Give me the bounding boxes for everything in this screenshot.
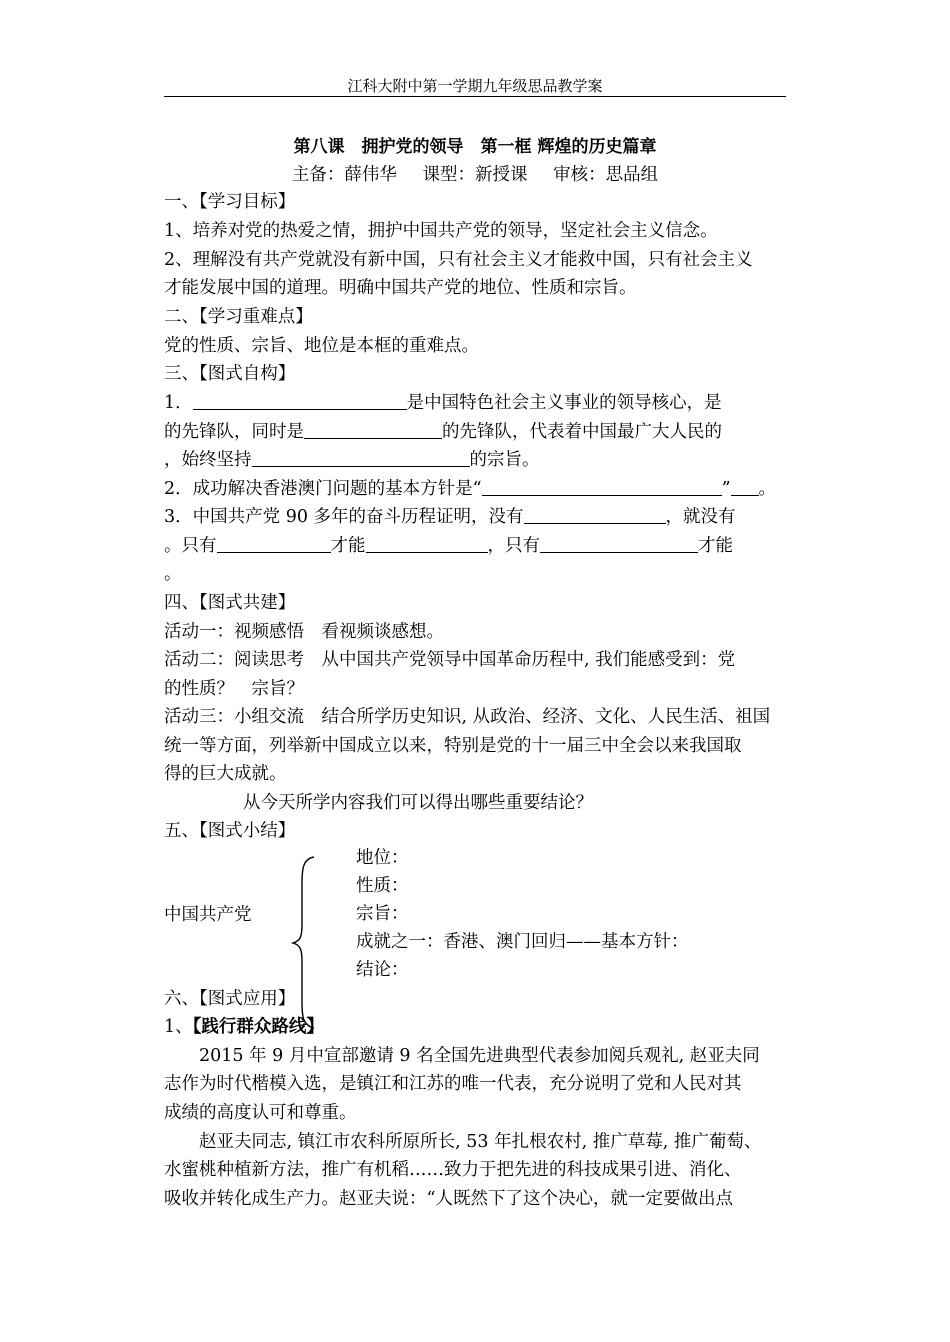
q2-period: 。 (758, 479, 777, 499)
activity-3-line-2: 统一等方面，列举新中国成立以来，特别是党的十一届三中全会以来我国取 (164, 736, 742, 756)
q1-text-d: ，始终坚持 (164, 450, 252, 470)
activity-1: 活动一：视频感悟 看视频谈感想。 (164, 622, 444, 642)
section-heading-self-build: 三、【图式自构】 (164, 364, 296, 384)
paragraph-2-line-2: 水蜜桃种植新方法，推广有机稻……致力于把先进的科技成果引进、消化、 (164, 1160, 742, 1180)
answer-blank[interactable] (540, 534, 698, 553)
summary-item-status: 地位： (356, 848, 409, 868)
summary-item-nature: 性质： (356, 876, 409, 896)
paragraph-1-line-3: 成绩的高度认可和尊重。 (164, 1103, 357, 1123)
section-heading-key-points: 二、【学习重难点】 (164, 307, 313, 327)
paragraph-1-line-2: 志作为时代楷模入选，是镇江和江苏的唯一代表，充分说明了党和人民对其 (164, 1074, 742, 1094)
goal-line-2: 2、理解没有共产党就没有新中国，只有社会主义才能救中国，只有社会主义 (164, 250, 753, 270)
answer-blank[interactable] (252, 448, 470, 467)
q3-text-f: 才能 (698, 536, 733, 556)
header-rule (164, 96, 786, 97)
subheading-number: 1、 (164, 1017, 193, 1037)
activity-2-line-1: 活动二：阅读思考 从中国共产党领导中国革命历程中, 我们能感受到：党 (164, 650, 736, 670)
q2-close-quote: ” (721, 479, 731, 499)
fill-question-3-line-2 (164, 534, 733, 558)
fill-question-1-line-1 (164, 391, 722, 415)
q3-text-e: ，只有 (487, 536, 540, 556)
answer-blank[interactable] (366, 534, 488, 553)
answer-blank[interactable] (482, 477, 722, 496)
conclusion-question: 从今天所学内容我们可以得出哪些重要结论？ (243, 793, 593, 813)
q1-text-c: 的先锋队，代表着中国最广大人民的 (442, 422, 722, 442)
q1-number: 1． (164, 393, 193, 413)
key-points-line: 党的性质、宗旨、地位是本框的重难点。 (164, 336, 479, 356)
fill-question-2 (164, 477, 776, 501)
subheading-title: 【践行群众路线】 (192, 1017, 324, 1037)
q3-text-a: 3．中国共产党 90 多年的奋斗历程证明，没有 (164, 507, 524, 527)
fill-question-3-line-1 (164, 505, 736, 529)
summary-item-achievement: 成就之一：香港、澳门回归——基本方针： (356, 932, 689, 952)
summary-item-purpose: 宗旨： (356, 904, 409, 924)
q1-text-b: 的先锋队，同时是 (164, 422, 304, 442)
answer-blank[interactable] (217, 534, 331, 553)
meta-preparer: 主备：薛伟华 (291, 165, 397, 185)
paragraph-2-line-3: 吸收并转化成生产力。赵亚夫说：“人既然下了这个决心，就一定要做出点 (164, 1189, 733, 1209)
q3-text-b: ，就没有 (665, 507, 736, 527)
lesson-title: 第八课 拥护党的领导 第一框 辉煌的历史篇章 (293, 137, 657, 157)
q1-text-e: 的宗旨。 (469, 450, 540, 470)
section-heading-summary: 五、【图式小结】 (164, 821, 296, 841)
answer-blank[interactable] (304, 420, 442, 439)
q3-text-d: 才能 (330, 536, 366, 556)
fill-question-3-line-3: 。 (164, 564, 182, 584)
answer-blank[interactable] (193, 391, 407, 410)
fill-question-1-line-3 (164, 448, 540, 472)
summary-center-label: 中国共产党 (164, 905, 252, 925)
meta-reviewer: 审核：思品组 (553, 165, 659, 185)
application-subheading (164, 1015, 324, 1039)
lesson-meta (164, 163, 786, 187)
activity-3-line-3: 得的巨大成就。 (164, 764, 287, 784)
q2-text-a: 2．成功解决香港澳门问题的基本方针是“ (164, 479, 482, 499)
answer-blank[interactable] (524, 505, 666, 524)
goal-line-3: 才能发展中国的道理。明确中国共产党的地位、性质和宗旨。 (164, 278, 637, 298)
goal-line-1: 1、培养对党的热爱之情，拥护中国共产党的领导，坚定社会主义信念。 (164, 221, 718, 241)
q3-text-c: 。只有 (164, 536, 217, 556)
paragraph-2-line-1: 赵亚夫同志, 镇江市农科所原所长, 53 年扎根农村, 推广草莓, 推广葡萄、 (199, 1132, 762, 1152)
section-heading-co-build: 四、【图式共建】 (164, 593, 296, 613)
page-header: 江科大附中第一学期九年级思品教学案 (347, 77, 603, 95)
activity-2-line-2: 的性质？ 宗旨？ (164, 679, 304, 699)
answer-blank[interactable] (731, 477, 759, 496)
summary-item-conclusion: 结论： (356, 960, 409, 980)
q1-text-a: 是中国特色社会主义事业的领导核心，是 (406, 393, 722, 413)
paragraph-1-line-1: 2015 年 9 月中宣部邀请 9 名全国先进典型代表参加阅兵观礼, 赵亚夫同 (199, 1046, 760, 1066)
section-heading-goals: 一、【学习目标】 (164, 192, 296, 212)
fill-question-1-line-2 (164, 420, 722, 444)
activity-3-line-1: 活动三：小组交流 结合所学历史知识, 从政治、经济、文化、人民生活、祖国 (164, 707, 771, 727)
section-heading-application: 六、【图式应用】 (164, 989, 296, 1009)
meta-type: 课型：新授课 (422, 165, 528, 185)
